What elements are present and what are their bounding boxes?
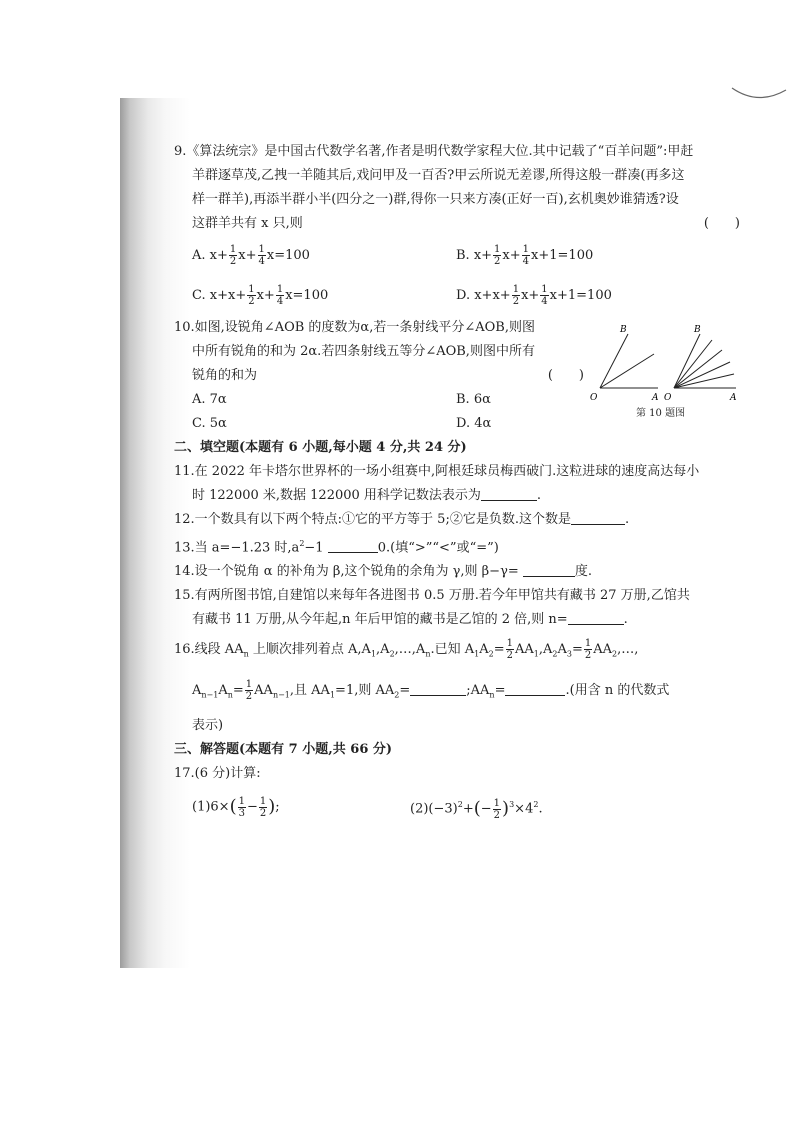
q16-text-b: 上顺次排列着点 A,A (248, 642, 371, 658)
q9-options-ab (174, 236, 740, 276)
q9-option-b-label: B. (456, 248, 470, 263)
q11-line2: 时 122000 米,数据 122000 用科学记数法表示为 . (192, 488, 542, 503)
q15-line1: 15.有两所图书馆,自建馆以来每年各进图书 0.5 万册.若今年甲馆共有藏书 27 万册,乙馆共 (174, 588, 690, 604)
q14-text-a: 14.设一个锐角 α 的补角为 β,这个锐角的余角为 γ,则 β−γ= (174, 564, 519, 580)
ray-ob-left (600, 334, 628, 388)
q13: 13.当 a=−1.23 时$,a^2-1$ 0.(填“>”“<”或“=”) (174, 539, 499, 556)
q17-period: . (538, 801, 543, 817)
fraction: $\frac{1}{2}$ (494, 244, 501, 267)
q10-option-d: D. 4α (456, 416, 492, 431)
q14-text-b: 度. (574, 564, 593, 580)
q12-text: 12.一个数具有以下两个特点:①它的平方等于 5;②它是负数.这个数是 (174, 512, 571, 527)
q12: 12.一个数具有以下两个特点:①它的平方等于 5;②它是负数.这个数是 . (174, 512, 630, 527)
q9-option-a-label: A. (192, 248, 206, 263)
ray-ob-right (674, 334, 700, 388)
fraction: $\frac{1}{2}$ (245, 678, 253, 702)
q16-eq2: = (399, 682, 411, 698)
q17-semicolon: ; (275, 799, 280, 815)
q10-block (174, 316, 584, 388)
fraction: $\frac{1}{4}$ (522, 244, 530, 267)
label-o-right: O (664, 393, 672, 403)
q10-figure-caption: 第 10 题图 (636, 408, 686, 419)
section-2-heading: 二、填空题(本题有 6 小题,每小题 4 分,共 24 分) (174, 440, 467, 455)
q13-answer-blank[interactable] (328, 538, 378, 553)
q10-line2: 中所有锐角的和为 2α.若四条射线五等分∠AOB,则图中所有 (192, 344, 535, 359)
q9-line3: 样一群羊),再添半群小半(四分之一)群,得你一只来方凑(正好一百),玄机奥妙谁猜透?设 (192, 192, 679, 207)
q10-option-a: A. 7α (192, 392, 227, 407)
q9-line4 (174, 212, 740, 236)
q17-part-1-label: (1)6× (192, 799, 230, 815)
q16-line1: 16.线段 $AA_n$ 上顺次排列着点 $A,A_1,A_2,\dots,A_n$.已知 $A_1A_2=$ $\frac{1}{2}$ $AA_1,A_2A_3=$ $\frac{1}{2}$ $AA_2,\dots$, (174, 638, 639, 662)
q10-line3 (174, 364, 584, 388)
label-a-right: A (730, 393, 737, 403)
page-curl (730, 84, 790, 104)
q9-option-d: D. x+x+ $\frac{1}{2}$ x+ $\frac{1}{4}$ x+1=100 (456, 284, 612, 307)
q9-answer-paren: ( ) (703, 216, 740, 231)
label-a-left: A (652, 393, 659, 403)
q17-title: 17.(6 分)计算: (174, 765, 261, 781)
q16-eq1: =1,则 AA (335, 682, 395, 698)
exam-content (174, 140, 740, 830)
q15-line2-text: 有藏书 11 万册,从今年起,n 年后甲馆的藏书是乙馆的 2 倍,则 n= (192, 612, 568, 628)
q16-eq2b: = (494, 682, 506, 698)
section-3-heading: 三、解答题(本题有 7 小题,共 66 分) (174, 741, 393, 757)
q17-parts (174, 786, 740, 830)
label-b-left: B (620, 325, 627, 335)
fraction: $\frac{1}{2}$ (248, 284, 255, 307)
q9-option-c-label: C. (192, 288, 206, 303)
q9-option-a: A. x+ $\frac{1}{2}$ x+ $\frac{1}{4}$ x=100 (192, 244, 310, 267)
q15-line2: 有藏书 11 万册,从今年起,n 年后甲馆的藏书是乙馆的 2 倍,则 n= . (192, 612, 628, 628)
q17-part-2-label: (2)(−3) (410, 801, 458, 817)
q9-option-c: C. x+x+ $\frac{1}{2}$ x+ $\frac{1}{4}$ x=100 (192, 284, 329, 307)
q9-option-d-label: D. (456, 288, 471, 303)
q16-hint: .(用含 n 的代数式 (565, 682, 670, 698)
q10-line3-text: 锐角的和为 (192, 368, 258, 383)
q14-answer-blank[interactable] (523, 562, 575, 577)
q16-cond: ,且 AA (289, 682, 330, 698)
fraction: $\frac{1}{4}$ (258, 244, 265, 267)
q16-text-d: ,…,A (394, 642, 426, 658)
q16-tail: ;AA (466, 682, 490, 698)
q11-line2-text: 时 122000 米,数据 122000 用科学记数法表示为 (192, 488, 481, 503)
q16-answer-blank-1[interactable] (410, 681, 466, 696)
fraction: $\frac{1}{2}$ (584, 638, 592, 662)
q17-part-2: $(2)(-3)^2+(-$ $\frac{1}{2}$ )$^3\times 4^2$. (410, 797, 543, 821)
fraction: $\frac{1}{4}$ (276, 284, 284, 307)
q16-answer-blank-2[interactable] (505, 681, 565, 696)
q11-answer-blank[interactable] (481, 486, 537, 501)
q12-answer-blank[interactable] (571, 510, 625, 525)
q13-text-b: −1 (304, 540, 324, 556)
fraction: $\frac{1}{4}$ (541, 284, 548, 307)
q13-text-c: 0.(填“>”“<”或“=”) (377, 540, 499, 556)
q9-line4-text: 这群羊共有 x 只,则 (192, 216, 303, 231)
q10-option-b: B. 6α (456, 392, 491, 407)
q9-line2: 羊群逐草茂,乙拽一羊随其后,戏问甲及一百否?甲云所说无差谬,所得这般一群凑(再多这 (192, 168, 685, 183)
label-b-right: B (694, 325, 701, 335)
q10-option-c: C. 5α (192, 416, 227, 431)
q14 (174, 560, 740, 584)
q15-answer-blank[interactable] (568, 610, 624, 625)
fraction: $\frac{1}{2}$ (493, 797, 501, 821)
label-o-left: O (590, 393, 598, 403)
q16-text-e: .已知 A (430, 642, 475, 658)
q16-line2: $A_{n-1}A_n=$ $\frac{1}{2}$ $AA_{n-1}$,且 $AA_1=1$,则 $AA_2=$ $;AA_n=$ .(用含 n 的代数式 (192, 678, 670, 702)
ray-bisector (600, 354, 654, 388)
q16-text-c: ,A (376, 642, 390, 658)
q11-line1: 11.在 2022 年卡塔尔世界杯的一场小组赛中,阿根廷球员梅西破门.这粒进球的速度高达每小 (174, 464, 700, 479)
q16-line3: 表示) (192, 717, 224, 733)
fraction: $\frac{1}{2}$ (259, 795, 267, 819)
fraction: $\frac{1}{2}$ (506, 638, 513, 662)
q9-line1: 9.《算法统宗》是中国古代数学名著,作者是明代数学家程大位.其中记载了“百羊问题”:甲赶 (174, 144, 694, 159)
q10-line1: 10.如图,设锐角∠AOB 的度数为α,若一条射线平分∠AOB,则图 (174, 320, 535, 335)
q9-option-b: B. x+ $\frac{1}{2}$ x+ $\frac{1}{4}$ x+1=100 (456, 244, 594, 267)
fraction: $\frac{1}{3}$ (238, 795, 245, 819)
q13-text-a: 13.当 a=−1.23 时,a (174, 540, 300, 556)
q17-end: ×4 (514, 801, 534, 817)
q10-answer-paren: ( ) (547, 368, 584, 383)
q9-options-cd (174, 276, 740, 316)
fraction: $\frac{1}{2}$ (512, 284, 520, 307)
q16-text-a: 16.线段 AA (174, 642, 244, 658)
fraction: $\frac{1}{2}$ (229, 244, 237, 267)
q17-part-1: (1)6×( $\frac{1}{3}$ − $\frac{1}{2}$ ); (192, 795, 280, 819)
